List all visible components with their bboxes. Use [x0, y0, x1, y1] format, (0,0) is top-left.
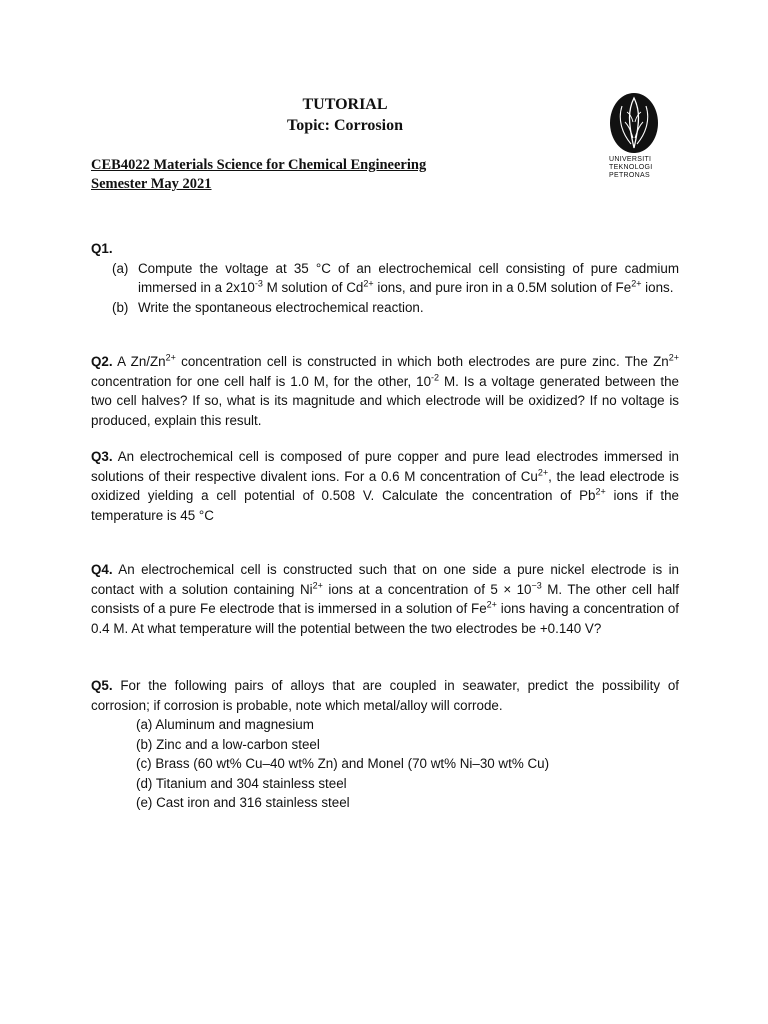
question-label: Q1.: [91, 241, 113, 256]
question-label: Q3.: [91, 449, 113, 464]
logo-line: UNIVERSITI: [609, 156, 652, 163]
semester: Semester May 2021: [91, 176, 212, 192]
question-intro: Q5. For the following pairs of alloys that are coupled in seawater, predict the possibility of corrosion; if corrosion is probable, note which metal/alloy will corrode.: [91, 678, 679, 713]
list-item: (d) Titanium and 304 stainless steel: [136, 775, 347, 791]
question-label: Q4.: [91, 562, 113, 577]
part-text: Write the spontaneous electrochemical reaction.: [138, 299, 424, 315]
part-text: Compute the voltage at 35 °C of an electrochemical cell consisting of pure cadmium immersed in a $2x10^{-3}$ M solution of $Cd^{2+}$ ions, and pure iron in a 0.5M solution of $Fe^{2+}$ ions.: [138, 260, 679, 295]
question-4: Q4. An electrochemical cell is constructed such that on one side a pure nickel electrode is in contact with a solution containing $Ni^{2+}$ ions at a concentration of $5 \times 10^{-3}$ M. The other cell half consists of a pure Fe electrode that is immersed in a solution of $Fe^{2+}$ ions having a concentration of 0.4 M. At what temperature will the potential between the two electrodes be +0.140 V?: [91, 562, 680, 636]
logo-text: [609, 156, 662, 180]
part-label: (a): [112, 260, 129, 276]
question-label: Q2.: [91, 354, 113, 369]
question-5: [91, 676, 679, 813]
university-logo: [606, 92, 662, 180]
list-item: (c) Brass (60 wt% Cu–40 wt% Zn) and Monel (70 wt% Ni–30 wt% Cu): [136, 756, 550, 771]
topic-title: Topic: Corrosion: [286, 117, 403, 134]
question-1: [91, 239, 679, 317]
course-header: [91, 156, 426, 194]
list-item: (e) Cast iron and 316 stainless steel: [136, 795, 350, 810]
course-title: CEB4022 Materials Science for Chemical Engineering: [91, 157, 427, 173]
title-block: [0, 94, 690, 136]
question-2: Q2. A $Zn/Zn^{2+}$ concentration cell is constructed in which both electrodes are pure zinc. The $Zn^{2+}$ concentration for one cell half is 1.0 M, for the other, $10^{-2}$ M. Is a voltage generated between the two cell halves? If so, what is its magnitude and which electrode will be oxidized? If no voltage is produced, explain this result.: [91, 352, 679, 428]
logo-line: TEKNOLOGI: [609, 164, 653, 171]
question-3: Q3. An electrochemical cell is composed of pure copper and pure lead electrodes immersed in solutions of their respective divalent ions. For a 0.6 M concentration of $Cu^{2+}$, the lead electrode is oxidized yielding a cell potential of 0.508 V. Calculate the concentration of $Pb^{2+}$ ions if the temperature is 45 °C: [91, 449, 679, 523]
logo-emblem-icon: [609, 92, 659, 154]
list-item: (b) Zinc and a low-carbon steel: [136, 736, 320, 752]
list-item: (a) Aluminum and magnesium: [136, 717, 314, 732]
question-part-b: [91, 298, 679, 318]
question-label: Q5.: [91, 678, 113, 693]
question-part-a: [91, 259, 679, 298]
page-title: TUTORIAL: [302, 96, 388, 113]
part-label: (b): [112, 299, 129, 315]
logo-line: PETRONAS: [609, 172, 650, 179]
